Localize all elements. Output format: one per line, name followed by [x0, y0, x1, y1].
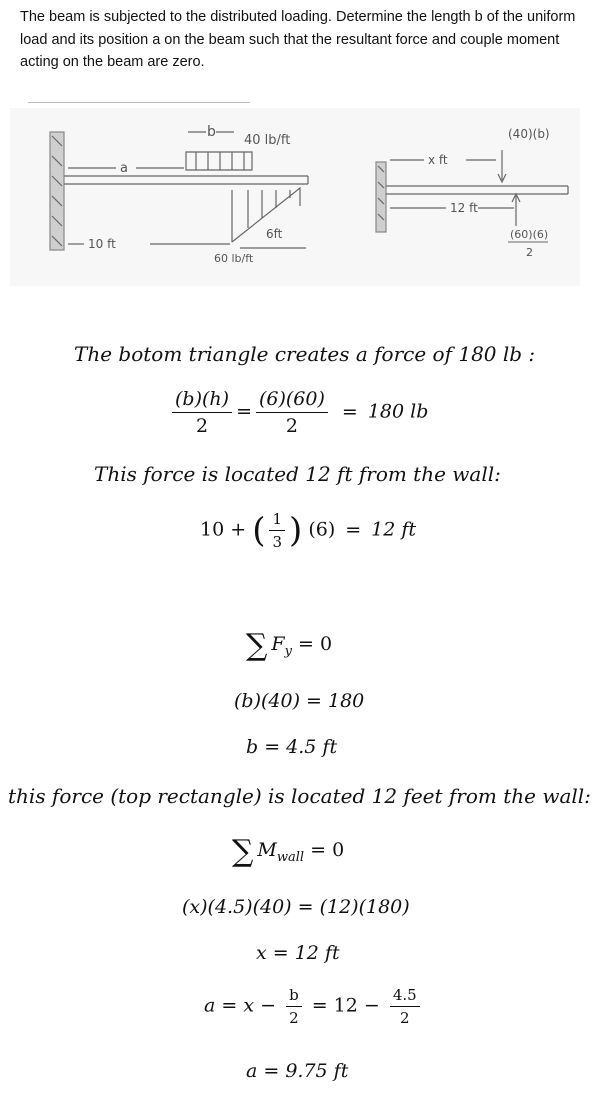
eq9-frac1-den: 2 [289, 1009, 299, 1027]
eq2-frac-num: 1 [269, 510, 285, 531]
sketch-b-label: b [207, 124, 216, 140]
eq2-result: 12 ft [371, 518, 417, 541]
equation-8: x = 12 ft [256, 942, 340, 964]
sketch-x-label: x ft [428, 153, 448, 167]
eq2-lead: 10 + [200, 518, 247, 541]
beam-sketch [0, 104, 610, 290]
solution-line-2: This force is located 12 ft from the wall: [94, 462, 501, 486]
problem-statement: The beam is subjected to the distributed loading. Determine the length b of the uniform load and its position a on the beam such that the resultant force and couple moment acting on the beam are zero. [20, 9, 576, 70]
eq2-frac-den: 3 [272, 533, 282, 551]
equation-1: $\frac{(b)(h)}{2}$ = $\frac{(6)(60)}{2}$ = 180 lb [168, 388, 428, 437]
sketch-sixty-label: 60 lb/ft [214, 252, 254, 265]
eq1-result: 180 lb [367, 400, 429, 423]
equation-4: (b)(40) = 180 [234, 690, 365, 712]
sketch-six-label: 6ft [266, 227, 283, 241]
eq9-frac2-den: 2 [400, 1009, 410, 1027]
eq6-subscript: wall [276, 849, 305, 865]
eq1-frac1-den: 2 [195, 415, 209, 437]
sketch-a-label: a [120, 161, 128, 176]
sketch-bottom-den: 2 [526, 246, 533, 259]
sketch-load-label: 40 lb/ft [244, 133, 291, 148]
eq6-rhs: = 0 [310, 839, 345, 861]
equation-5: b = 4.5 ft [246, 736, 338, 758]
solution-line-3: this force (top rectangle) is located 12 feet from the wall: [8, 784, 591, 808]
solution-line-1: The botom triangle creates a force of 180 lb : [74, 342, 536, 366]
eq9-frac1-num: b [286, 986, 302, 1007]
eq6-symbol: M [257, 839, 277, 861]
eq3-symbol: F [271, 633, 285, 655]
eq9-mid: = 12 − [311, 994, 380, 1017]
equation-10: a = 9.75 ft [246, 1060, 349, 1082]
separator-line [28, 102, 250, 103]
eq3-subscript: y [284, 643, 292, 659]
sketch-bottom-num: (60)(6) [510, 228, 549, 241]
sketch-ten-label: 10 ft [88, 237, 116, 251]
equation-3: ∑ $F_y = 0$ [246, 628, 333, 663]
eq3-rhs: = 0 [298, 633, 333, 655]
equation-9 [204, 986, 424, 1027]
eq1-frac2-num: (6)(60) [256, 388, 328, 413]
sketch-top-label: (40)(b) [508, 127, 550, 141]
equation-6: ∑ $M_{wall} = 0$ [232, 834, 345, 869]
equation-2: 10 + ( $\frac{1}{3}$ ) (6) = 12 ft [200, 510, 417, 551]
eq1-frac1-num: (b)(h) [172, 388, 232, 413]
sketch-twelve-label: 12 ft [450, 201, 478, 215]
eq2-trail: (6) [308, 518, 336, 541]
equation-7: (x)(4.5)(40) = (12)(180) [182, 896, 410, 918]
eq9-lead: a = x − [204, 994, 277, 1017]
eq1-frac2-den: 2 [285, 415, 298, 437]
eq9-frac2-num: 4.5 [390, 986, 420, 1007]
